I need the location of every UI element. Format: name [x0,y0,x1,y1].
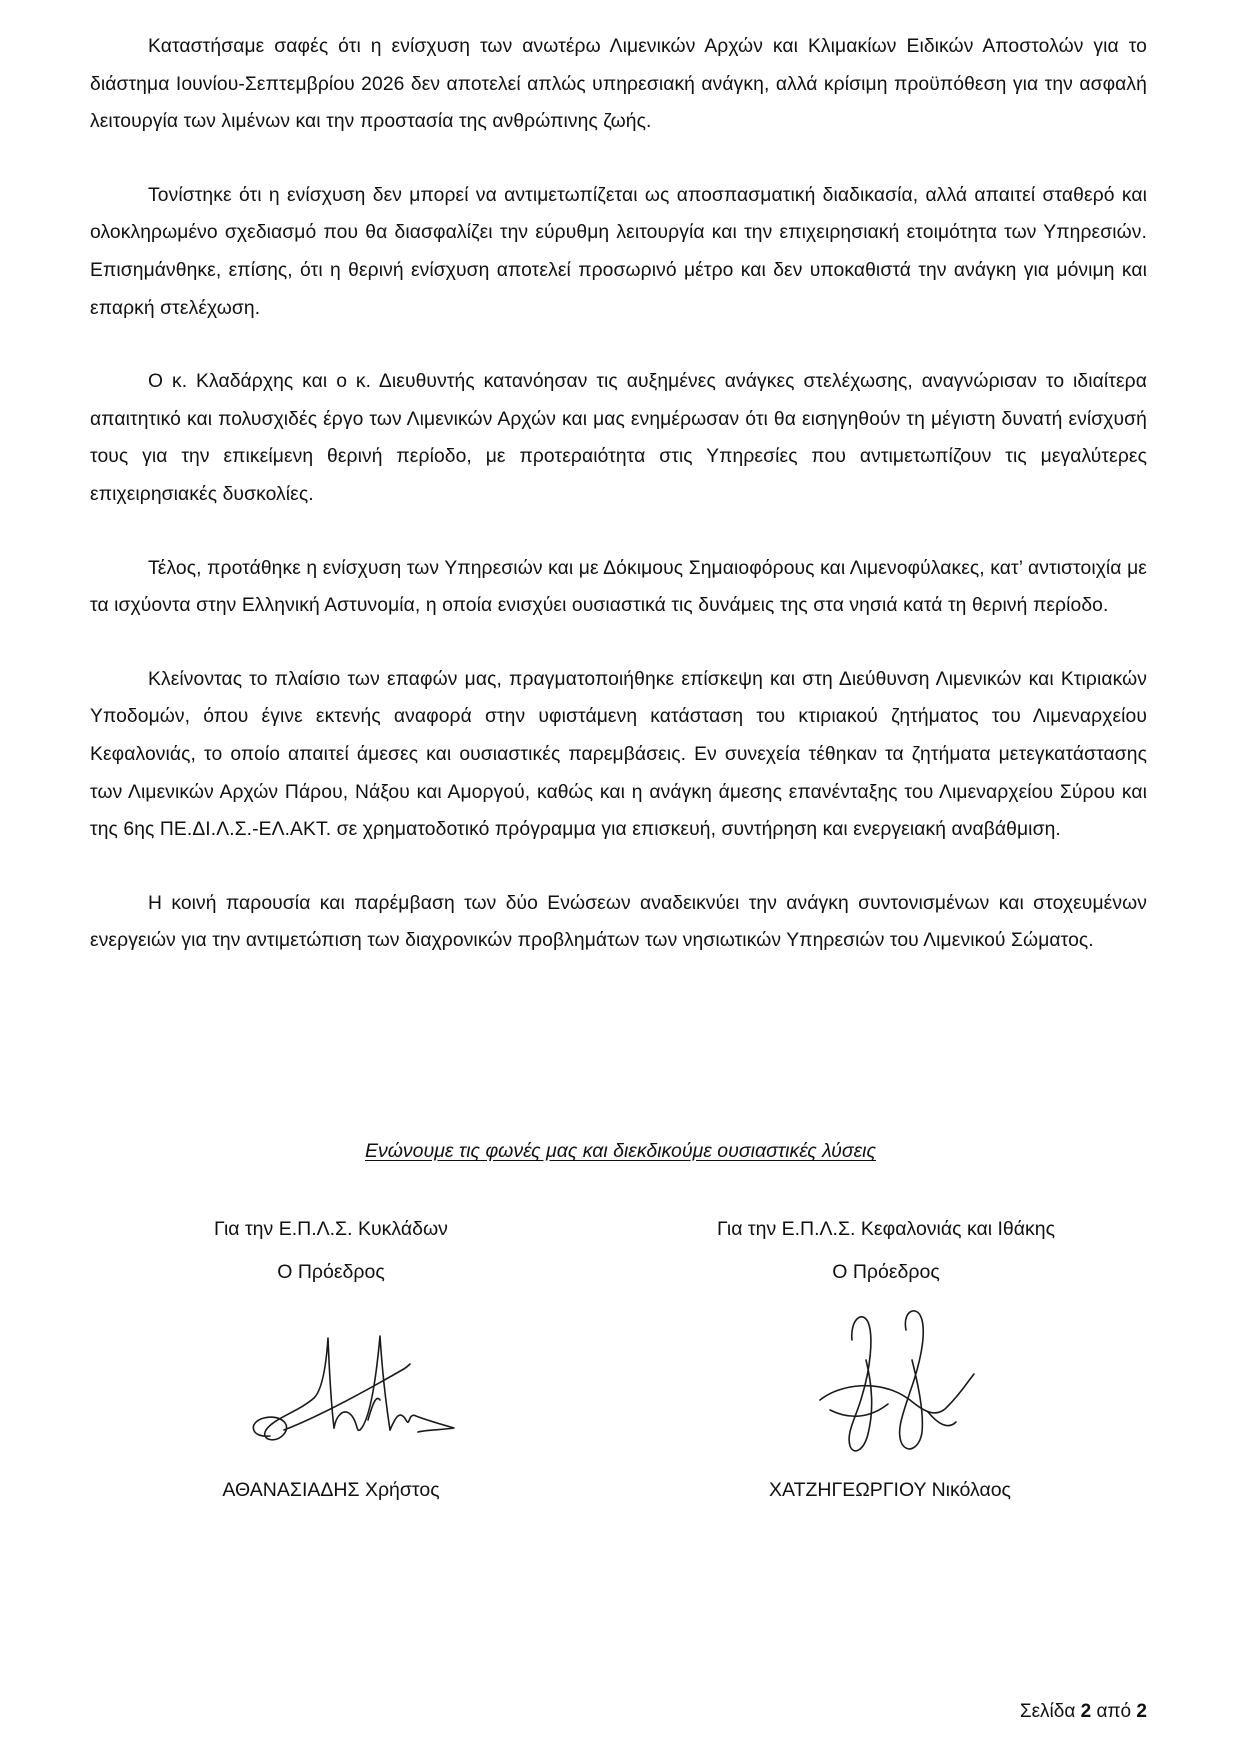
signatory-left-role: Ο Πρόεδρος [277,1261,385,1283]
paragraph-4: Τέλος, προτάθηκε η ενίσχυση των Υπηρεσιών και με Δόκιμους Σημαιοφόρους και Λιμενοφύλακες, κατ’ αντιστοιχία με τα ισχύοντα στην Ελληνική Αστυνομία, η οποία ενισχύει ουσιαστικά τις δυνάμεις της στα νησιά κατά τη θερινή περίοδο. [90,557,1147,617]
paragraph-5: Κλείνοντας το πλαίσιο των επαφών μας, πραγματοποιήθηκε επίσκεψη και στη Διεύθυνση Λιμενικών και Κτιριακών Υποδομών, όπου έγινε εκτενής αναφορά στην υφιστάμενη κατάσταση του κτιριακού ζητήματος του Λιμεναρχείου Κεφαλονιάς, το οποίο απαιτεί άμεσες και ουσιαστικές παρεμβάσεις. Εν συνεχεία τέθηκαν τα ζητήματα μετεγκατάστασης των Λιμενικών Αρχών Πάρου, Νάξου και Αμοργού, καθώς και η ανάγκη άμεσης επανένταξης του Λιμεναρχείου Σύρου και της 6ης ΠΕ.ΔΙ.Λ.Σ.-ΕΛ.ΑΚΤ. σε χρηματοδοτικό πρόγραμμα για επισκευή, συντήρηση και ενεργειακή αναβάθμιση. [90,668,1147,841]
signatory-right-role: Ο Πρόεδρος [832,1261,940,1283]
page-number [1020,1701,1147,1723]
signatory-left-organization: Για την Ε.Π.Λ.Σ. Κυκλάδων [214,1218,448,1240]
paragraph-3: Ο κ. Κλαδάρχης και ο κ. Διευθυντής κατανόησαν τις αυξημένες ανάγκες στελέχωσης, αναγνώρισαν το ιδιαίτερα απαιτητικό και πολυσχιδές έργο των Λιμενικών Αρχών και μας ενημέρωσαν ότι θα εισηγηθούν τη μέγιστη δυνατή ενίσχυσή τους για την επικείμενη θερινή περίοδο, με προτεραιότητα στις Υπηρεσίες που αντιμετωπίζουν τις μεγαλύτερες επιχειρησιακές δυσκολίες. [90,371,1147,505]
document-body [90,28,1147,996]
page-total: 2 [1136,1701,1147,1722]
signatory-left-name: ΑΘΑΝΑΣΙΑΔΗΣ Χρήστος [222,1479,440,1501]
signatory-right-block [696,1218,1076,1284]
paragraph-6: Η κοινή παρουσία και παρέμβαση των δύο Ενώσεων αναδεικνύει την ανάγκη συντονισμένων και στοχευμένων ενεργειών για την αντιμετώπιση των διαχρονικών προβλημάτων των νησιωτικών Υπηρεσιών του Λιμενικού Σώματος. [90,892,1147,952]
signatory-right-name: ΧΑΤΖΗΓΕΩΡΓΙΟΥ Νικόλαος [769,1479,1011,1501]
signature-right [810,1300,980,1460]
paragraph-1: Καταστήσαμε σαφές ότι η ενίσχυση των ανωτέρω Λιμενικών Αρχών και Κλιμακίων Ειδικών Αποστολών για το διάστημα Ιουνίου-Σεπτεμβρίου 2026 δεν αποτελεί απλώς υπηρεσιακή ανάγκη, αλλά κρίσιμη προϋπόθεση για την ασφαλή λειτουργία των λιμένων και την προστασία της ανθρώπινης ζωής. [90,36,1147,133]
page-of: από [1096,1701,1132,1722]
signature-left [240,1320,460,1450]
page-current: 2 [1080,1701,1092,1722]
paragraph-2: Τονίστηκε ότι η ενίσχυση δεν μπορεί να αντιμετωπίζεται ως αποσπασματική διαδικασία, αλλά απαιτεί σταθερό και ολοκληρωμένο σχεδιασμό που θα διασφαλίζει την εύρυθμη λειτουργία και την επιχειρησιακή ετοιμότητα των Υπηρεσιών. Επισημάνθηκε, επίσης, ότι η θερινή ενίσχυση αποτελεί προσωρινό μέτρο και δεν υποκαθιστά την ανάγκη για μόνιμη και επαρκή στελέχωση. [90,184,1147,319]
closing-motto: Ενώνουμε τις φωνές μας και διεκδικούμε ουσιαστικές λύσεις [364,1140,876,1162]
signatory-left-block [196,1218,466,1284]
signatory-right-organization: Για την Ε.Π.Λ.Σ. Κεφαλονιάς και Ιθάκης [716,1218,1056,1240]
page-word: Σελίδα [1019,1701,1076,1722]
